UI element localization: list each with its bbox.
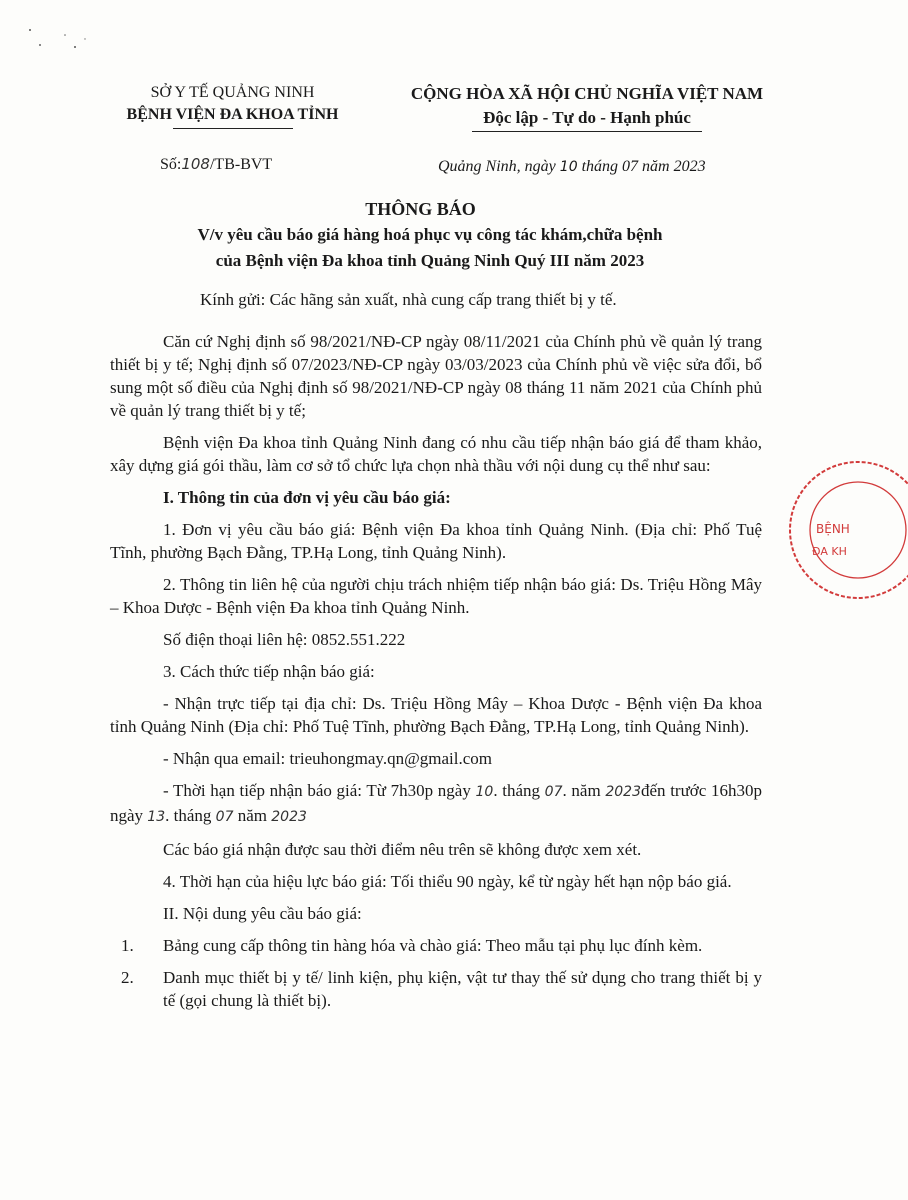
deadline-start-year: 2023 [605,784,641,800]
doc-number-prefix: Số: [160,156,182,173]
stamp-text-1: BỆNH [816,522,850,536]
item-3-direct: - Nhận trực tiếp tại địa chỉ: Ds. Triệu Hồng Mây – Khoa Dược - Bệnh viện Đa khoa tỉnh Quảng Ninh (Địa chỉ: Phố Tuệ Tĩnh, phường Bạch Đằng, TP.Hạ Long, tỉnh Quảng Ninh). [110,694,762,736]
deadline-end-day: 13 [147,809,166,825]
deadline-end-year: 2023 [271,809,307,825]
scan-specks [25,25,95,55]
item-3-email: - Nhận qua email: trieuhongmay.qn@gmail.com [163,749,492,768]
section-2-list-item: 1. Bảng cung cấp thông tin hàng hóa và chào giá: Theo mẫu tại phụ lục đính kèm. [138,934,762,957]
deadline-start-month: 07 [544,784,563,800]
deadline-text-6: năm [233,806,272,825]
section-2-heading: II. Nội dung yêu cầu báo giá: [163,904,362,923]
item-2: 2. Thông tin liên hệ của người chịu trách nhiệm tiếp nhận báo giá: Ds. Triệu Hồng Mây – Khoa Dược - Bệnh viện Đa khoa tỉnh Quảng Ninh. [110,575,762,617]
deadline-text-2: . tháng [493,781,545,800]
national-motto: Độc lập - Tự do - Hạnh phúc [483,108,691,127]
item-3: 3. Cách thức tiếp nhận báo giá: [163,662,375,681]
deadline-start-day: 10 [475,784,494,800]
deadline-text-1: - Thời hạn tiếp nhận báo giá: Từ 7h30p ngày [163,781,476,800]
deadline-text-5: . tháng [165,806,216,825]
item-4: 4. Thời hạn của hiệu lực báo giá: Tối thiểu 90 ngày, kể từ ngày hết hạn nộp báo giá. [163,872,732,891]
legal-basis-paragraph: Căn cứ Nghị định số 98/2021/NĐ-CP ngày 08/11/2021 của Chính phủ về quản lý trang thiết bị y tế; Nghị định số 07/2023/NĐ-CP ngày 03/03/2023 của Chính phủ về việc sửa đổi, bổ sung một số điều của Nghị định số 98/2021/NĐ-CP ngày 08 tháng 11 năm 2021 của Chính phủ về quản lý trang thiết bị y tế; [110,332,762,420]
issue-date [438,158,706,176]
item-1: 1. Đơn vị yêu cầu báo giá: Bệnh viện Đa khoa tỉnh Quảng Ninh. (Địa chỉ: Phố Tuệ Tĩnh, phường Bạch Đằng, TP.Hạ Long, tỉnh Quảng Ninh). [110,520,762,562]
date-suffix: tháng 07 năm 2023 [577,158,706,175]
deadline-text-4: đến trước 16h30p ngày [110,781,762,825]
deadline-line [110,779,762,829]
issuer-underline [173,128,293,129]
deadline-end-month: 07 [215,809,234,825]
doc-number-handwritten: 108 [181,155,210,173]
red-seal-stamp [788,455,908,605]
document-subject [120,222,740,274]
issuer-hospital: BỆNH VIỆN ĐA KHOA TỈNH [126,106,339,123]
date-day-handwritten: 10 [559,159,578,175]
section-2-list [110,934,762,1012]
stamp-text-2: ĐA KH [812,545,847,558]
document-number [160,155,272,174]
need-paragraph: Bệnh viện Đa khoa tỉnh Quảng Ninh đang có nhu cầu tiếp nhận báo giá để tham khảo, xây dựng giá gói thầu, làm cơ sở tổ chức lựa chọn nhà thầu với nội dung cụ thể như sau: [110,433,762,475]
late-note: Các báo giá nhận được sau thời điểm nêu trên sẽ không được xem xét. [163,840,642,859]
date-prefix: Quảng Ninh, ngày [438,158,560,175]
national-header [382,82,792,132]
subject-line-1: V/v yêu cầu báo giá hàng hoá phục vụ công tác khám,chữa bệnh [197,225,663,244]
subject-line-2: của Bệnh viện Đa khoa tỉnh Quảng Ninh Quý III năm 2023 [215,251,645,270]
document-body [110,330,762,1021]
national-title: CỘNG HÒA XÃ HỘI CHỦ NGHĨA VIỆT NAM [410,84,764,103]
document-title: THÔNG BÁO [365,199,476,219]
motto-underline [472,131,702,132]
contact-phone: Số điện thoại liên hệ: 0852.551.222 [163,630,406,649]
doc-number-suffix: /TB-BVT [209,156,273,173]
section-1-heading: I. Thông tin của đơn vị yêu cầu báo giá: [163,488,451,507]
issuer-header [90,82,375,129]
section-2-list-item: 2. Danh mục thiết bị y tế/ linh kiện, phụ kiện, vật tư thay thế sử dụng cho trang thiết bị y tế (gọi chung là thiết bị). [138,966,762,1012]
recipient-line: Kính gửi: Các hãng sản xuất, nhà cung cấp trang thiết bị y tế. [200,290,617,309]
issuer-department: SỞ Y TẾ QUẢNG NINH [150,84,315,101]
deadline-text-3: . năm [562,781,606,800]
